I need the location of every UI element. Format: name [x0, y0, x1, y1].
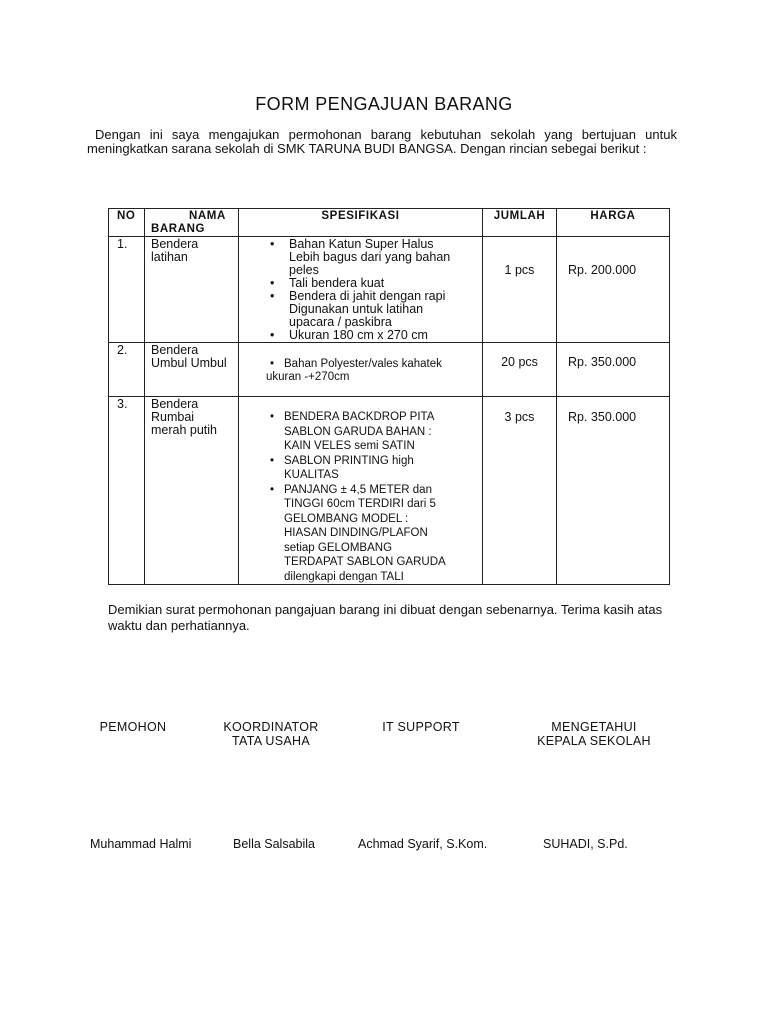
row-harga-value: Rp. 200.000 — [568, 263, 637, 277]
header-nama-line1: NAMA — [189, 210, 226, 222]
row-jumlah-value: 3 pcs — [504, 410, 535, 424]
spec-item: peles — [289, 263, 319, 277]
table-row — [109, 397, 670, 585]
table-row — [109, 237, 670, 343]
header-jumlah: JUMLAH — [483, 209, 557, 237]
spec-item: KUALITAS — [284, 469, 339, 481]
spec-item: upacara / paskibra — [289, 315, 392, 329]
header-nama-line2: BARANG — [151, 223, 206, 235]
table-header-row — [109, 209, 670, 237]
row-harga-value: Rp. 350.000 — [568, 355, 637, 369]
header-harga: HARGA — [557, 209, 670, 237]
spec-item: SABLON GARUDA BAHAN : — [284, 425, 432, 438]
intro-text: Dengan ini saya mengajukan permohonan barang kebutuhan sekolah yang bertujuan untuk meningkatkan sarana sekolah di SMK TARUNA BUDI BANGSA. Dengan rincian sebegai berikut : — [87, 127, 677, 156]
row-nama — [145, 343, 239, 397]
spec-item: TINGGI 60cm TERDIRI dari 5 — [284, 498, 436, 510]
spec-item: GELOMBANG MODEL : — [284, 512, 409, 525]
row-jumlah — [483, 237, 557, 343]
role-line: MENGETAHUI — [551, 720, 637, 734]
spec-item: • SABLON PRINTING high — [239, 454, 482, 469]
row-nama-line: Bendera — [151, 237, 199, 251]
signature-name-it-support: Achmad Syarif, S.Kom. — [358, 837, 488, 851]
intro-paragraph — [87, 128, 677, 156]
row-nama-line: Bendera — [151, 343, 199, 357]
spec-item-text: Bahan Polyester/vales kahatek — [284, 358, 442, 370]
spec-item: dilengkapi dengan TALI — [284, 570, 404, 583]
role-line: KEPALA SEKOLAH — [537, 734, 651, 748]
spec-item: Lebih bagus dari yang bahan — [289, 250, 451, 264]
header-spesifikasi: SPESIFIKASI — [239, 209, 483, 237]
spec-item: KAIN VELES semi SATIN — [284, 440, 415, 452]
row-jumlah-value: 20 pcs — [501, 355, 538, 369]
header-nama-barang — [145, 209, 239, 237]
table-row — [109, 343, 670, 397]
role-line: KOORDINATOR — [223, 720, 319, 734]
signature-name-pemohon: Muhammad Halmi — [90, 837, 192, 851]
spec-item: • Bendera di jahit dengan rapi — [239, 290, 482, 303]
row-nama — [145, 397, 239, 585]
header-no: NO — [109, 209, 145, 237]
spec-item: Digunakan untuk latihan — [289, 302, 424, 316]
signature-name-koordinator: Bella Salsabila — [233, 837, 315, 851]
spec-item: • Ukuran 180 cm x 270 cm — [239, 329, 482, 342]
role-line: PEMOHON — [99, 720, 167, 734]
row-harga — [557, 237, 670, 343]
spec-item: ukuran -+270cm — [266, 371, 350, 383]
row-jumlah — [483, 343, 557, 397]
signature-name-kepala-sekolah: SUHADI, S.Pd. — [543, 837, 628, 851]
role-line: TATA USAHA — [231, 734, 310, 748]
row-harga — [557, 343, 670, 397]
signature-role-kepala-sekolah — [520, 720, 668, 748]
spec-item — [239, 358, 482, 371]
row-spesifikasi — [239, 343, 483, 397]
signature-role-pemohon — [90, 720, 176, 734]
spec-item: setiap GELOMBANG — [284, 541, 393, 554]
row-spesifikasi — [239, 397, 483, 585]
items-table — [108, 208, 670, 585]
row-no: 1. — [109, 237, 145, 343]
closing-paragraph: Demikian surat permohonan pangajuan barang ini dibuat dengan sebenarnya. Terima kasih atas waktu dan perhatiannya. — [108, 602, 663, 633]
spec-item: • Tali bendera kuat — [239, 277, 482, 290]
row-nama — [145, 237, 239, 343]
row-jumlah-value: 1 pcs — [504, 263, 535, 277]
signature-role-it-support — [372, 720, 470, 734]
row-harga-value: Rp. 350.000 — [568, 410, 637, 424]
signature-role-koordinator — [212, 720, 330, 748]
row-no: 3. — [109, 397, 145, 585]
row-nama-line: Bendera — [151, 397, 199, 411]
row-nama-line: Umbul Umbul — [151, 356, 227, 370]
spec-item: • Bahan Katun Super Halus — [239, 238, 482, 251]
row-nama-line: Rumbai — [151, 410, 195, 424]
role-line: IT SUPPORT — [382, 720, 460, 734]
spec-item: HIASAN DINDING/PLAFON — [284, 527, 428, 539]
row-nama-line: merah putih — [151, 423, 218, 437]
row-jumlah — [483, 397, 557, 585]
spec-item: • BENDERA BACKDROP PITA — [239, 410, 482, 425]
spec-item: TERDAPAT SABLON GARUDA — [284, 556, 446, 568]
spec-item: • PANJANG ± 4,5 METER dan — [239, 483, 482, 498]
row-nama-line: latihan — [151, 250, 188, 264]
row-spesifikasi — [239, 237, 483, 343]
document-title: FORM PENGAJUAN BARANG — [255, 94, 513, 114]
row-harga — [557, 397, 670, 585]
row-no: 2. — [109, 343, 145, 397]
